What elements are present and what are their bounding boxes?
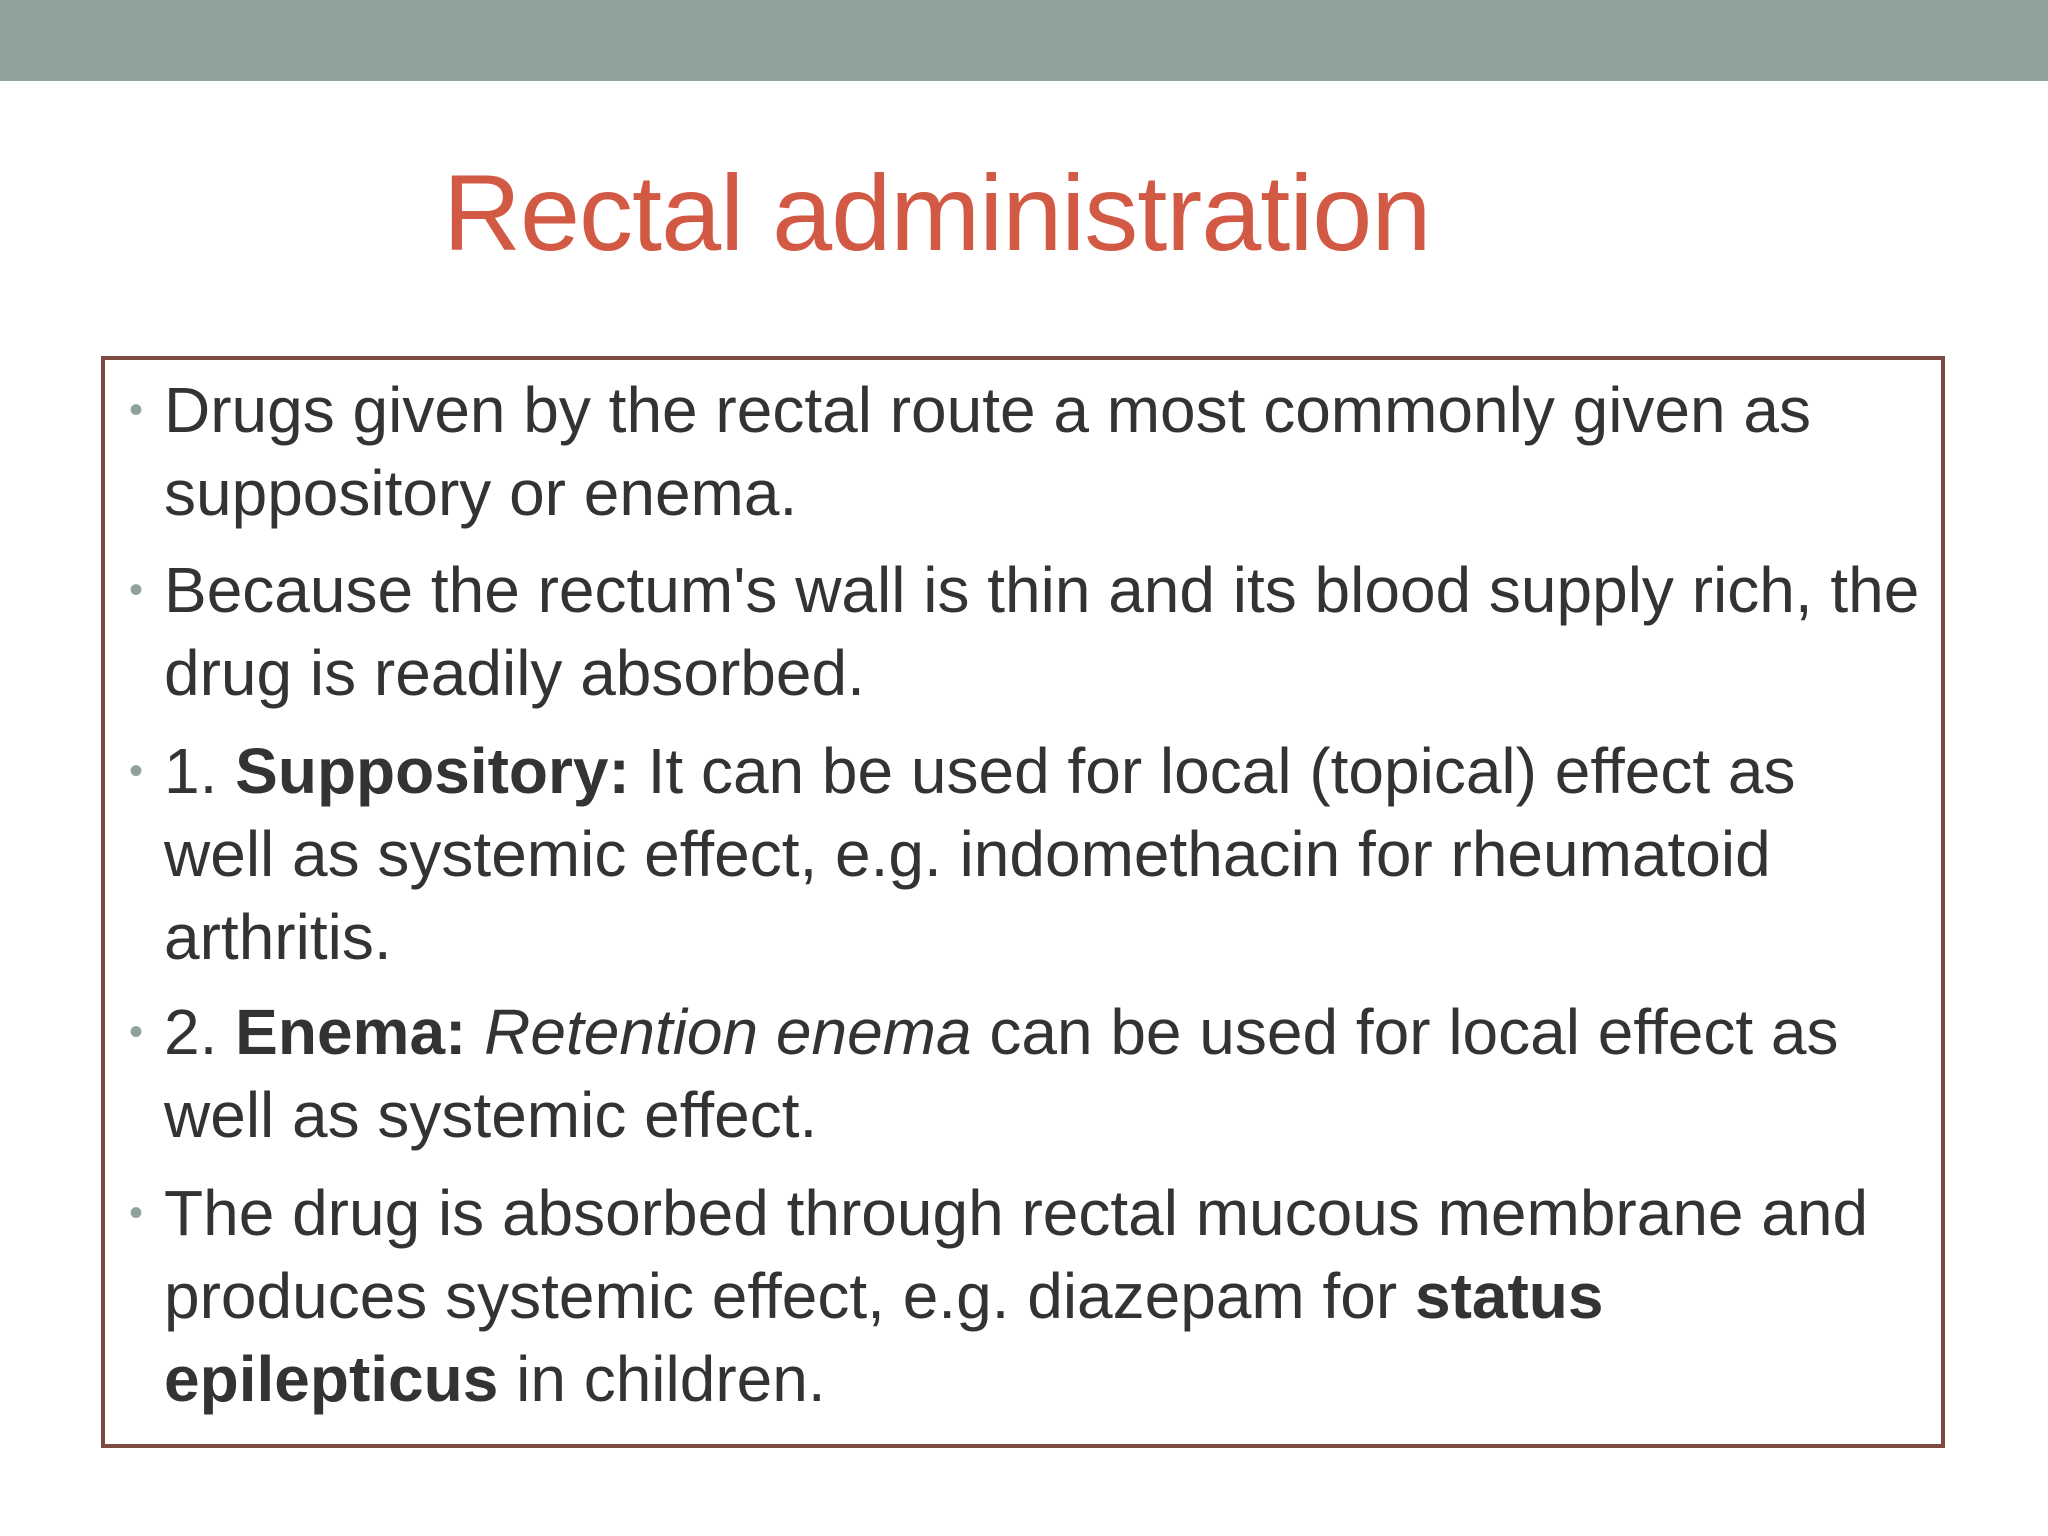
content-box (101, 356, 1945, 1448)
term-status-epilepticus: status epilepticus (164, 1260, 1604, 1415)
top-accent-bar (0, 0, 2048, 81)
bullet-text-body: Drugs given by the rectal route a most commonly given as suppository or enema. (164, 374, 1811, 529)
bullet-text-body: It can be used for local (topical) effect as well as systemic effect, e.g. indomethacin for rheumatoid arthritis. (164, 735, 1796, 973)
bullet-item (105, 369, 1941, 535)
bullet-text (164, 1172, 1923, 1421)
term-enema: Enema: (235, 996, 467, 1068)
bullet-text-body: The drug is absorbed through rectal mucous membrane and produces systemic effect, e.g. diazepam for (164, 1177, 1869, 1332)
bullet-text-suffix: in children. (498, 1343, 826, 1415)
bullet-dot-icon: • (129, 749, 144, 793)
bullet-number: 1. (164, 735, 236, 807)
bullet-text (164, 991, 1923, 1157)
bullet-text-body: can be used for local effect as well as systemic effect. (164, 996, 1839, 1151)
slide-title: Rectal administration (443, 152, 1431, 273)
bullet-dot-icon: • (129, 568, 144, 612)
bullet-text-body: Because the rectum's wall is thin and its blood supply rich, the drug is readily absorbed. (164, 554, 1920, 709)
bullet-dot-icon: • (129, 1010, 144, 1054)
bullet-item (105, 991, 1941, 1157)
bullet-item (105, 549, 1941, 715)
term-retention-enema: Retention enema (466, 996, 972, 1068)
bullet-dot-icon: • (129, 1191, 144, 1235)
bullet-text (164, 730, 1923, 979)
bullet-item (105, 730, 1941, 979)
term-suppository: Suppository: (235, 735, 630, 807)
bullet-number: 2. (164, 996, 236, 1068)
bullet-item (105, 1172, 1941, 1421)
bullet-text (164, 369, 1923, 535)
bullet-text (164, 549, 1923, 715)
bullet-dot-icon: • (129, 388, 144, 432)
